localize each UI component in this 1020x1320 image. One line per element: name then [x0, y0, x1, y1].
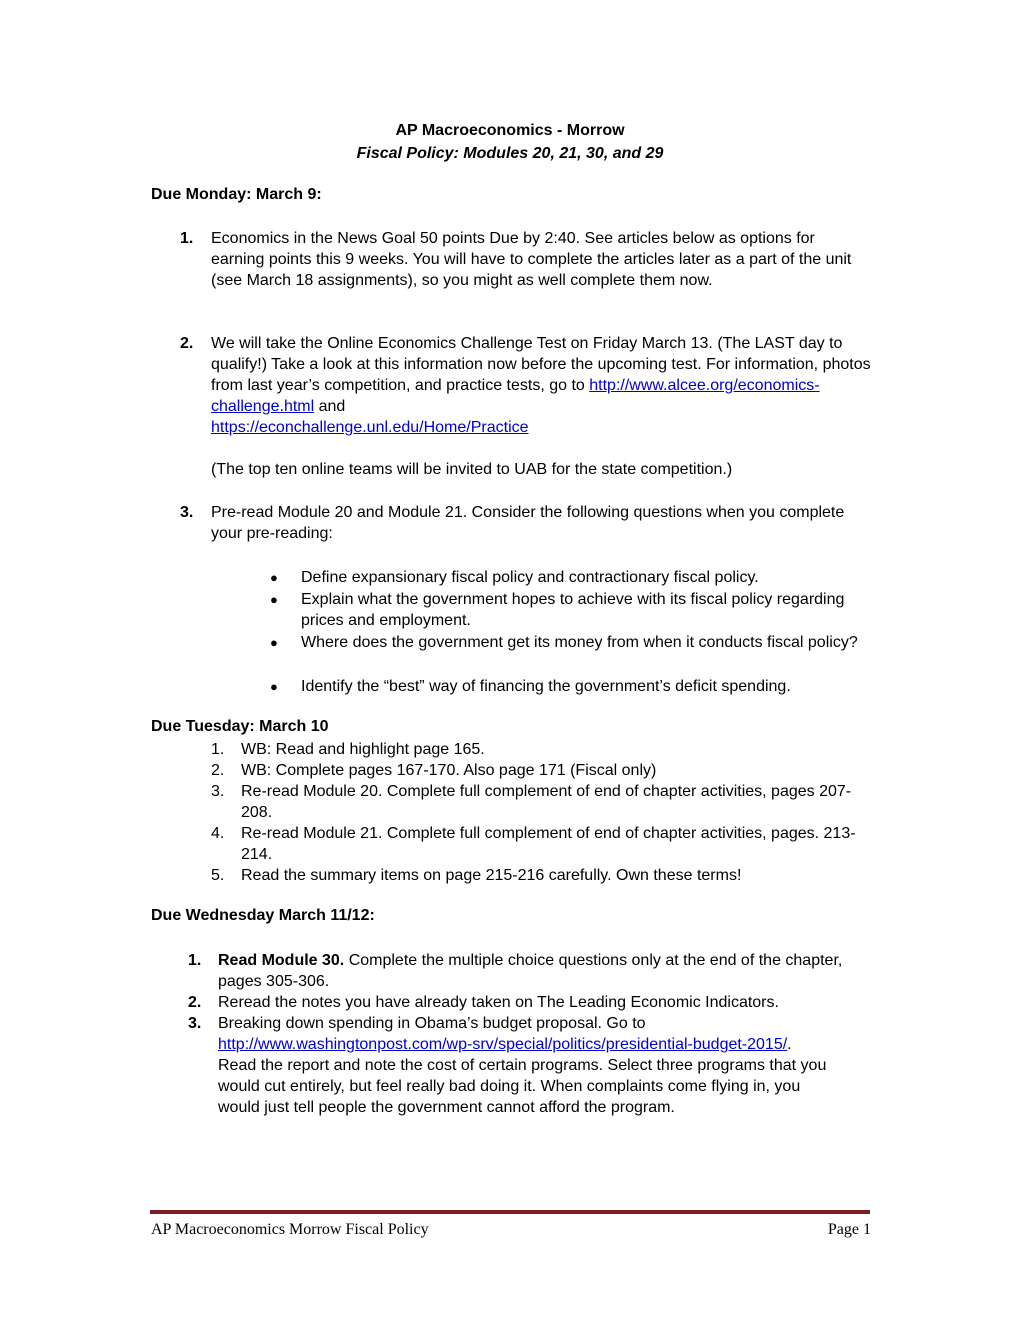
- section-heading-tuesday: Due Tuesday: March 10: [151, 718, 329, 735]
- assignment-item: WB: Read and highlight page 165.: [241, 741, 485, 758]
- page-number: Page 1: [827, 1221, 871, 1238]
- bullet-icon: ●: [270, 635, 278, 650]
- item-bold-text: Read Module 30.: [218, 952, 345, 969]
- bullet-item: Explain what the government hopes to achieve with its fiscal policy regarding prices and employment.: [301, 591, 845, 629]
- assignment-item: [211, 333, 871, 438]
- bullet-item: Where does the government get its money from when it conducts fiscal policy?: [301, 634, 858, 651]
- item-number: 3.: [188, 1015, 202, 1032]
- assignment-item: [218, 1013, 833, 1118]
- section-heading-monday: Due Monday: March 9:: [151, 186, 322, 203]
- bullet-icon: ●: [270, 570, 278, 585]
- assignment-item: Reread the notes you have already taken on The Leading Economic Indicators.: [218, 994, 779, 1011]
- assignment-item: Pre-read Module 20 and Module 21. Consider the following questions when you complete your pre-reading:: [211, 504, 845, 542]
- assignment-note: (The top ten online teams will be invited to UAB for the state competition.): [211, 461, 733, 478]
- document-title: AP Macroeconomics - Morrow: [395, 122, 625, 139]
- assignment-item: [218, 950, 873, 992]
- item-text: and: [314, 398, 346, 415]
- section-heading-wednesday: Due Wednesday March 11/12:: [151, 907, 375, 924]
- item-text: We will take the Online Economics Challenge Test on Friday March 13. (The LAST day to qualify!) Take a look at this information now before the upcoming test. For information, photos from last year’s competition, and practice tests, go to: [211, 335, 871, 394]
- item-number: 3.: [211, 783, 225, 800]
- item-number: 3.: [180, 504, 194, 521]
- item-number: 2.: [188, 994, 202, 1011]
- bullet-icon: ●: [270, 592, 278, 607]
- item-number: 2.: [180, 335, 194, 352]
- item-text: . Read the report and note the cost of certain programs. Select three programs that you would cut entirely, but feel really bad doing it. When complaints come flying in, you would just tell people the government cannot afford the program.: [218, 1036, 827, 1116]
- document-subtitle: Fiscal Policy: Modules 20, 21, 30, and 29: [356, 145, 664, 162]
- alcee-link[interactable]: http://www.alcee.org/economics-challenge.html: [211, 377, 820, 415]
- econchallenge-link[interactable]: https://econchallenge.unl.edu/Home/Practice: [211, 419, 529, 436]
- item-number: 1.: [188, 952, 202, 969]
- item-number: 1.: [211, 741, 225, 758]
- footer-title: AP Macroeconomics Morrow Fiscal Policy: [151, 1221, 429, 1238]
- item-number: 5.: [211, 867, 225, 884]
- item-text: Complete the multiple choice questions only at the end of the chapter, pages 305-306.: [218, 952, 843, 990]
- assignment-item: Economics in the News Goal 50 points Due by 2:40. See articles below as options for earning points this 9 weeks. You will have to complete the articles later as a part of the unit (see March 18 assignments), so you might as well complete them now.: [211, 230, 852, 289]
- item-number: 4.: [211, 825, 225, 842]
- item-number: 1.: [180, 230, 194, 247]
- bullet-item: Define expansionary fiscal policy and contractionary fiscal policy.: [301, 569, 759, 586]
- bullet-icon: ●: [270, 679, 278, 694]
- bullet-item: Identify the “best” way of financing the government’s deficit spending.: [301, 678, 791, 695]
- assignment-item: Read the summary items on page 215-216 carefully. Own these terms!: [241, 867, 742, 884]
- item-number: 2.: [211, 762, 225, 779]
- washingtonpost-link[interactable]: http://www.washingtonpost.com/wp-srv/special/politics/presidential-budget-2015/: [218, 1036, 788, 1053]
- assignment-item: Re-read Module 21. Complete full complement of end of chapter activities, pages. 213-214.: [241, 825, 856, 863]
- footer-divider: [150, 1210, 870, 1214]
- assignment-item: Re-read Module 20. Complete full complement of end of chapter activities, pages 207-208.: [241, 783, 852, 821]
- item-text: Breaking down spending in Obama’s budget proposal. Go to: [218, 1015, 646, 1032]
- assignment-item: WB: Complete pages 167-170. Also page 171 (Fiscal only): [241, 762, 657, 779]
